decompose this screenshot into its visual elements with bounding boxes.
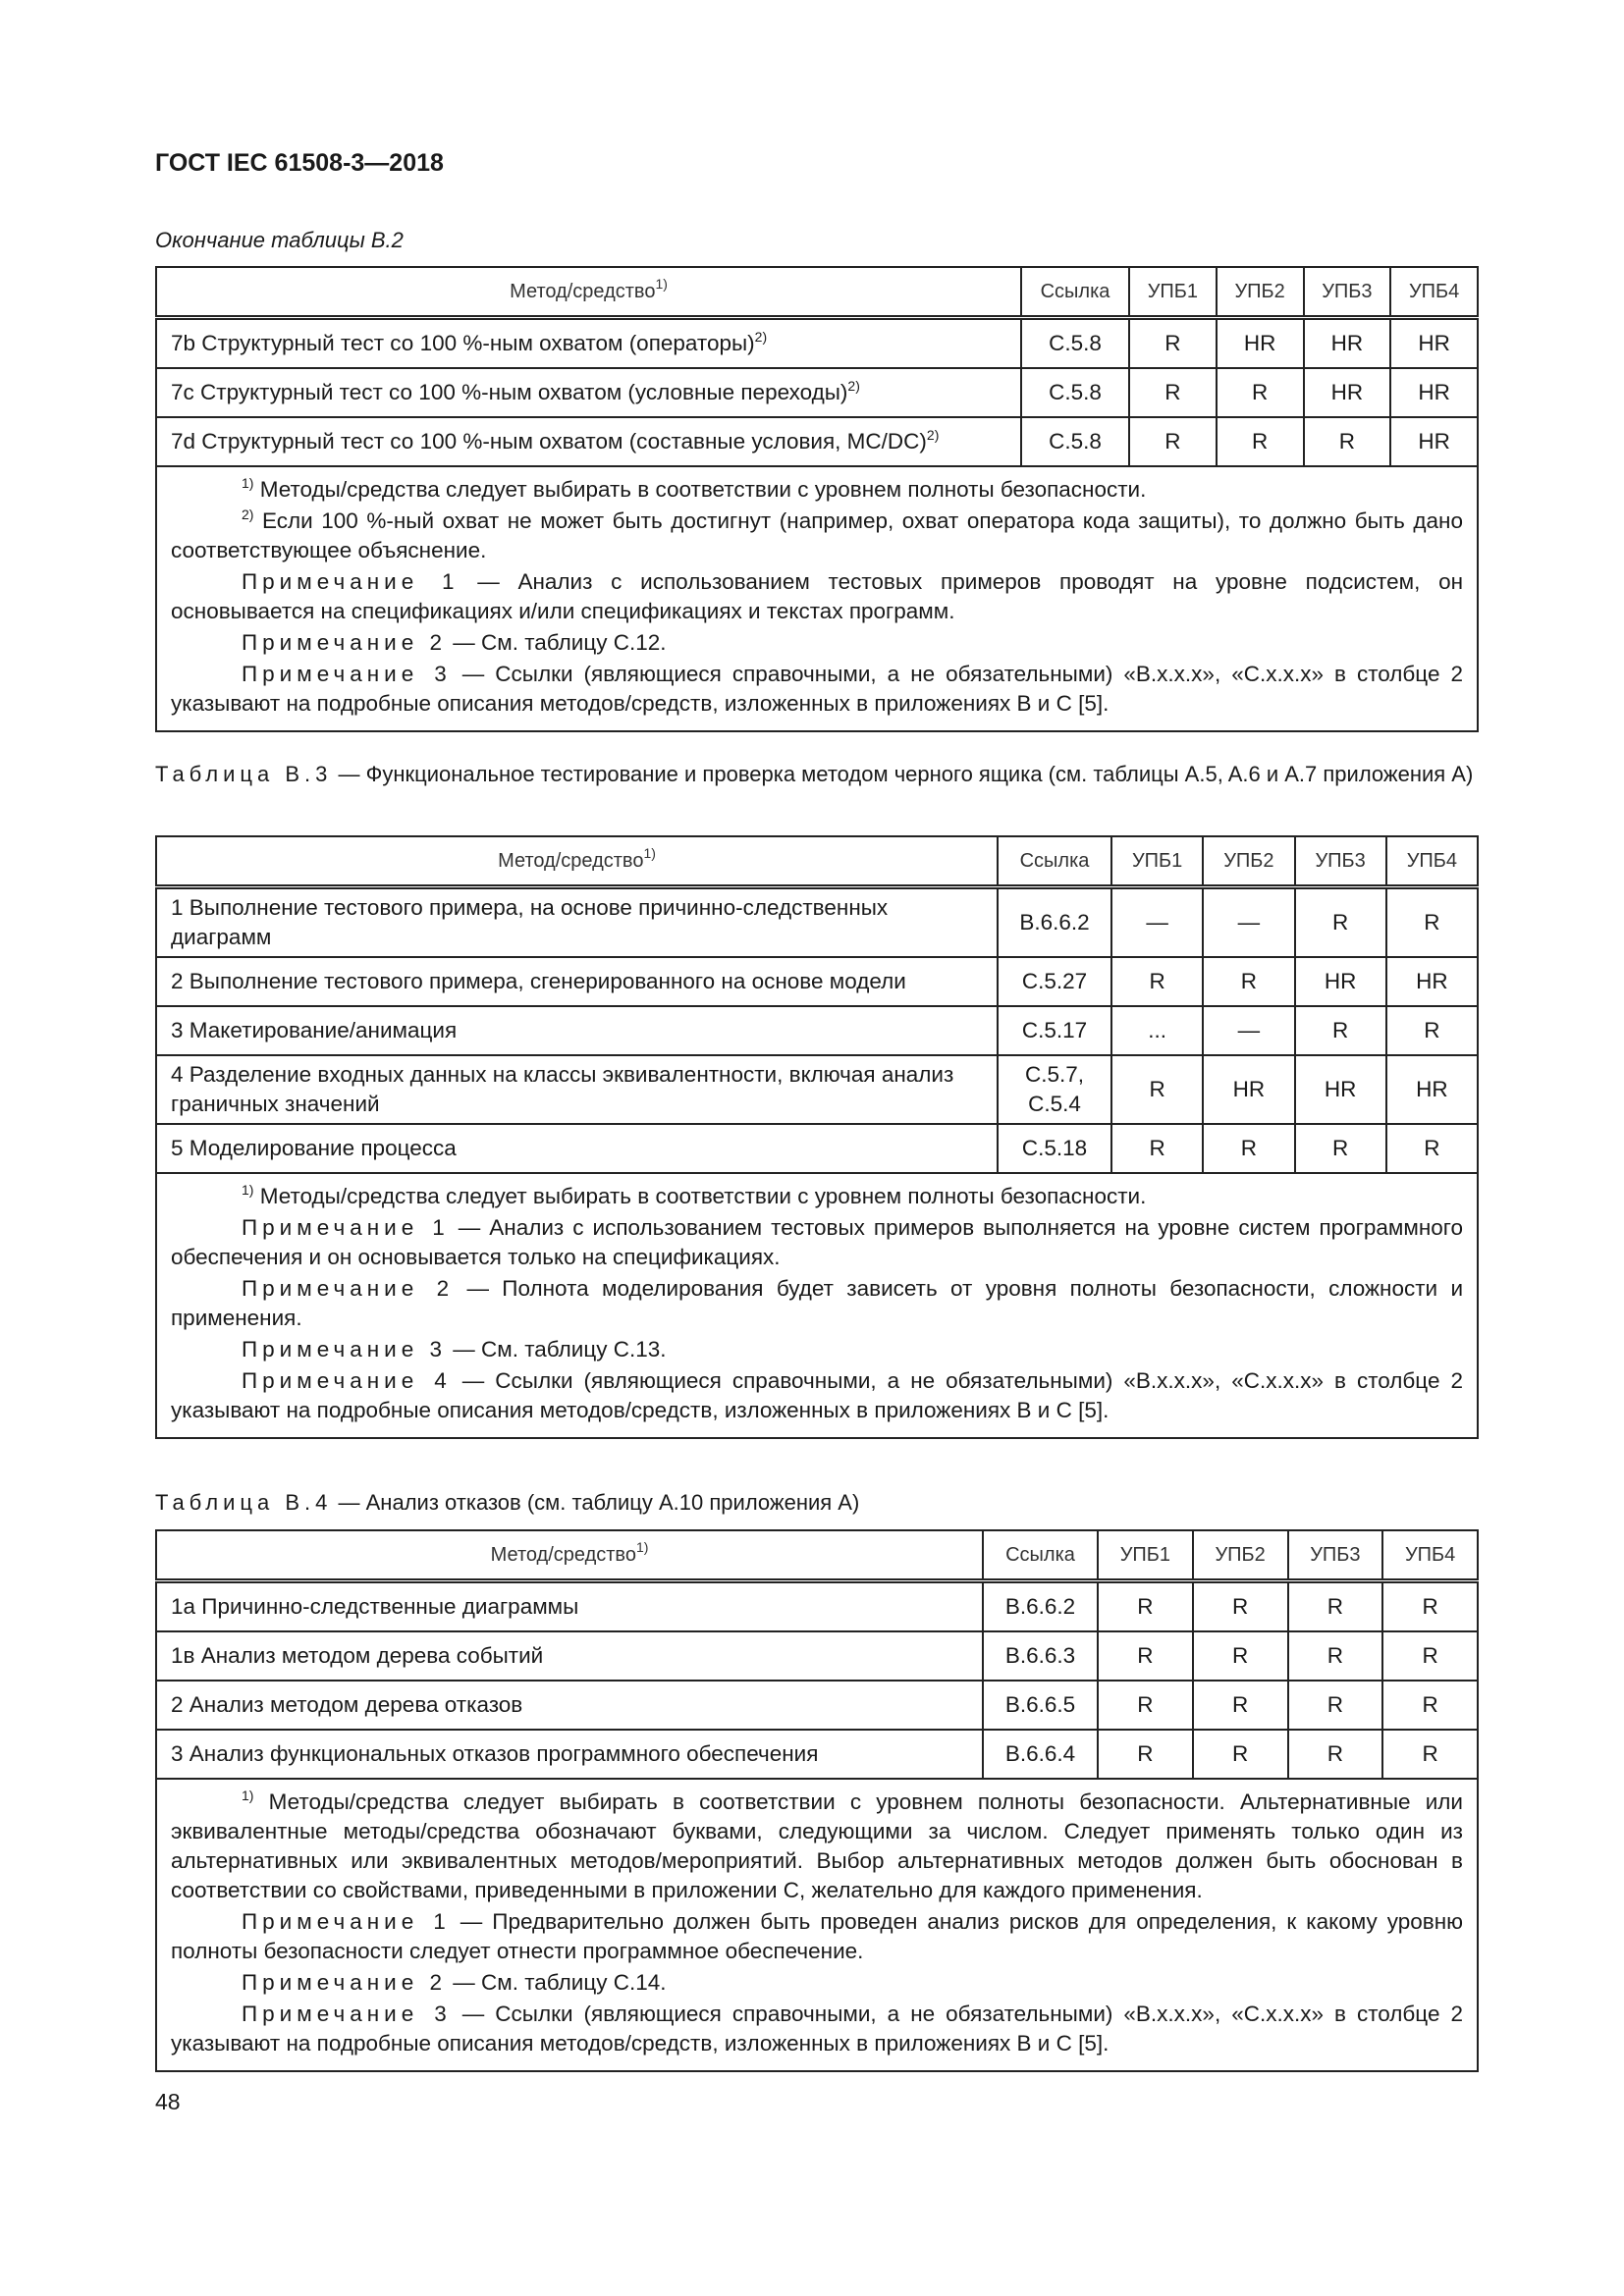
footnote-marker: 2) bbox=[926, 427, 940, 443]
note bbox=[171, 1968, 1463, 1998]
sil-cell: HR bbox=[1203, 1055, 1294, 1124]
reference-cell: C.5.8 bbox=[1021, 318, 1129, 369]
note-text: — Ссылки (являющиеся справочными, а не обязательными) «B.x.x.x», «C.x.x.x» в столбце 2 указывают на подробные описания методов/средств, изложенных в приложениях B и C [5]. bbox=[171, 1368, 1463, 1422]
footnote-marker: 1) bbox=[242, 1788, 254, 1803]
reference-cell: C.5.27 bbox=[998, 957, 1111, 1006]
notes-row bbox=[156, 466, 1478, 731]
column-header: УПБ2 bbox=[1217, 267, 1304, 318]
note bbox=[171, 660, 1463, 719]
reference-cell: C.5.8 bbox=[1021, 417, 1129, 466]
reference-cell: B.6.6.4 bbox=[983, 1730, 1098, 1779]
sil-cell: R bbox=[1288, 1730, 1383, 1779]
sil-cell: R bbox=[1098, 1730, 1193, 1779]
sil-cell: R bbox=[1382, 1631, 1478, 1681]
reference-cell: C.5.17 bbox=[998, 1006, 1111, 1055]
note-text: — Ссылки (являющиеся справочными, а не обязательными) «B.x.x.x», «C.x.x.x» в столбце 2 указывают на подробные описания методов/средств, изложенных в приложениях B и C [5]. bbox=[171, 2002, 1463, 2056]
sil-cell: R bbox=[1193, 1681, 1288, 1730]
note bbox=[171, 2000, 1463, 2058]
sil-cell: HR bbox=[1295, 957, 1386, 1006]
note bbox=[171, 567, 1463, 626]
method-cell: 3 Анализ функциональных отказов программного обеспечения bbox=[156, 1730, 983, 1779]
note-text: Если 100 %-ный охват не может быть достигнут (например, охват оператора кода защиты), то должно быть дано соответствующее объяснение. bbox=[171, 508, 1463, 562]
column-header: УПБ4 bbox=[1390, 267, 1478, 318]
column-header: Ссылка bbox=[983, 1530, 1098, 1581]
sil-cell: R bbox=[1193, 1730, 1288, 1779]
reference-cell: B.6.6.2 bbox=[998, 887, 1111, 958]
note-text: — Полнота моделирования будет зависеть от уровня полноты безопасности, сложности и применения. bbox=[171, 1276, 1464, 1330]
sil-cell: R bbox=[1129, 318, 1217, 369]
header-row bbox=[156, 267, 1478, 318]
sil-cell: R bbox=[1288, 1631, 1383, 1681]
caption-label: Таблица B.3 bbox=[155, 762, 333, 786]
sil-cell: R bbox=[1386, 1006, 1478, 1055]
column-header: УПБ1 bbox=[1111, 836, 1203, 887]
note-label: Примечание 1 bbox=[242, 1909, 451, 1934]
sil-cell: R bbox=[1382, 1581, 1478, 1632]
note bbox=[171, 475, 1463, 505]
column-header: Метод/средство$^{1)}$ bbox=[156, 267, 1021, 318]
sil-cell: R bbox=[1217, 368, 1304, 417]
table-b2-caption: Окончание таблицы B.2 bbox=[155, 228, 404, 252]
page-number: 48 bbox=[155, 2089, 181, 2114]
note-label: Примечание 3 bbox=[242, 662, 452, 686]
footnote-marker: 1) bbox=[655, 275, 668, 292]
method-cell: 3 Макетирование/анимация bbox=[156, 1006, 998, 1055]
sil-cell: R bbox=[1111, 1124, 1203, 1173]
footnote-marker: 2) bbox=[847, 378, 860, 394]
sil-cell: R bbox=[1111, 957, 1203, 1006]
table-row bbox=[156, 957, 1478, 1006]
caption-text: — Анализ отказов (см. таблицу A.10 приложения A) bbox=[332, 1490, 860, 1515]
sil-cell: HR bbox=[1386, 957, 1478, 1006]
notes-cell bbox=[156, 1173, 1478, 1438]
sil-cell: HR bbox=[1390, 417, 1478, 466]
sil-cell: R bbox=[1295, 1006, 1386, 1055]
reference-cell: C.5.18 bbox=[998, 1124, 1111, 1173]
sil-cell: R bbox=[1098, 1681, 1193, 1730]
table-b4 bbox=[155, 1529, 1479, 2072]
note bbox=[171, 507, 1463, 565]
method-cell: 2 Анализ методом дерева отказов bbox=[156, 1681, 983, 1730]
note-text: Методы/средства следует выбирать в соответствии с уровнем полноты безопасности. bbox=[259, 1184, 1147, 1208]
note-text: — См. таблицу С.14. bbox=[447, 1970, 667, 1995]
note-label: Примечание 3 bbox=[242, 2002, 452, 2026]
sil-cell: — bbox=[1203, 1006, 1294, 1055]
sil-cell: R bbox=[1386, 1124, 1478, 1173]
method-cell: 7c Структурный тест со 100 %-ным охватом (условные переходы)$^{2)}$ bbox=[156, 368, 1021, 417]
method-cell: 2 Выполнение тестового примера, сгенерированного на основе модели bbox=[156, 957, 998, 1006]
note bbox=[171, 628, 1463, 658]
footnote-marker: 1) bbox=[643, 844, 656, 861]
sil-cell: R bbox=[1193, 1581, 1288, 1632]
column-header: УПБ2 bbox=[1193, 1530, 1288, 1581]
table-row bbox=[156, 1124, 1478, 1173]
table-row bbox=[156, 1055, 1478, 1124]
column-header: УПБ3 bbox=[1288, 1530, 1383, 1581]
table-row bbox=[156, 1681, 1478, 1730]
document-title: ГОСТ IEC 61508-3—2018 bbox=[155, 149, 444, 177]
column-header: УПБ3 bbox=[1304, 267, 1391, 318]
reference-cell: B.6.6.5 bbox=[983, 1681, 1098, 1730]
table-b2 bbox=[155, 266, 1479, 732]
notes-row bbox=[156, 1779, 1478, 2071]
sil-cell: — bbox=[1111, 887, 1203, 958]
note-text: — Ссылки (являющиеся справочными, а не обязательными) «B.x.x.x», «C.x.x.x» в столбце 2 указывают на подробные описания методов/средств, изложенных в приложениях B и C [5]. bbox=[171, 662, 1463, 716]
sil-cell: ... bbox=[1111, 1006, 1203, 1055]
note bbox=[171, 1907, 1463, 1966]
note-text: — Анализ с использованием тестовых примеров проводят на уровне подсистем, он основывается на спецификациях и/или спецификациях и текстах программ. bbox=[171, 569, 1464, 623]
caption-label: Таблица B.4 bbox=[155, 1490, 333, 1515]
sil-cell: R bbox=[1203, 1124, 1294, 1173]
sil-cell: HR bbox=[1386, 1055, 1478, 1124]
table-row bbox=[156, 1006, 1478, 1055]
note bbox=[171, 1213, 1463, 1272]
sil-cell: R bbox=[1203, 957, 1294, 1006]
caption-text: — Функциональное тестирование и проверка методом черного ящика (см. таблицы A.5, A.6 и A.7 приложения A) bbox=[332, 762, 1474, 786]
note-label: Примечание 2 bbox=[242, 1970, 447, 1995]
table-row bbox=[156, 1631, 1478, 1681]
table-row bbox=[156, 887, 1478, 958]
column-header: УПБ1 bbox=[1098, 1530, 1193, 1581]
table-row bbox=[156, 417, 1478, 466]
note bbox=[171, 1788, 1463, 1905]
table-row bbox=[156, 1730, 1478, 1779]
method-cell: 1 Выполнение тестового примера, на основе причинно-следственных диаграмм bbox=[156, 887, 998, 958]
sil-cell: R bbox=[1386, 887, 1478, 958]
header-row bbox=[156, 836, 1478, 887]
sil-cell: R bbox=[1382, 1681, 1478, 1730]
method-cell: 7d Структурный тест со 100 %-ным охватом (составные условия, MC/DC)$^{2)}$ bbox=[156, 417, 1021, 466]
sil-cell: R bbox=[1382, 1730, 1478, 1779]
sil-cell: HR bbox=[1295, 1055, 1386, 1124]
method-cell: 4 Разделение входных данных на классы эквивалентности, включая анализ граничных значений bbox=[156, 1055, 998, 1124]
sil-cell: R bbox=[1098, 1581, 1193, 1632]
column-header: УПБ4 bbox=[1382, 1530, 1478, 1581]
reference-cell: B.6.6.2 bbox=[983, 1581, 1098, 1632]
table-b4-caption bbox=[155, 1488, 1479, 1518]
footnote-marker: 1) bbox=[635, 1538, 649, 1555]
sil-cell: R bbox=[1288, 1581, 1383, 1632]
sil-cell: R bbox=[1288, 1681, 1383, 1730]
sil-cell: R bbox=[1193, 1631, 1288, 1681]
note-text: — См. таблицу С.12. bbox=[447, 630, 667, 655]
sil-cell: R bbox=[1295, 1124, 1386, 1173]
note-label: Примечание 2 bbox=[242, 630, 447, 655]
note-text: — Анализ с использованием тестовых примеров выполняется на уровне систем программного обеспечения и он основывается только на спецификациях. bbox=[171, 1215, 1464, 1269]
sil-cell: HR bbox=[1217, 318, 1304, 369]
sil-cell: R bbox=[1098, 1631, 1193, 1681]
column-header: УПБ2 bbox=[1203, 836, 1294, 887]
column-header: Метод/средство$^{1)}$ bbox=[156, 1530, 983, 1581]
note-text: — Предварительно должен быть проведен анализ рисков для определения, к какому уровню полноты безопасности следует отнести программное обеспечение. bbox=[171, 1909, 1464, 1963]
table-row bbox=[156, 1581, 1478, 1632]
column-header: УПБ1 bbox=[1129, 267, 1217, 318]
sil-cell: — bbox=[1203, 887, 1294, 958]
sil-cell: R bbox=[1304, 417, 1391, 466]
column-header: Ссылка bbox=[1021, 267, 1129, 318]
table-row bbox=[156, 368, 1478, 417]
note-label: Примечание 4 bbox=[242, 1368, 452, 1393]
note bbox=[171, 1274, 1463, 1333]
sil-cell: HR bbox=[1390, 368, 1478, 417]
sil-cell: HR bbox=[1304, 318, 1391, 369]
column-header: УПБ3 bbox=[1295, 836, 1386, 887]
table-b3 bbox=[155, 835, 1479, 1439]
column-header: Ссылка bbox=[998, 836, 1111, 887]
column-header: Метод/средство$^{1)}$ bbox=[156, 836, 998, 887]
note bbox=[171, 1335, 1463, 1364]
sil-cell: R bbox=[1129, 368, 1217, 417]
sil-cell: R bbox=[1295, 887, 1386, 958]
sil-cell: R bbox=[1217, 417, 1304, 466]
method-cell: 1в Анализ методом дерева событий bbox=[156, 1631, 983, 1681]
sil-cell: R bbox=[1111, 1055, 1203, 1124]
method-cell: 7b Структурный тест со 100 %-ным охватом (операторы)$^{2)}$ bbox=[156, 318, 1021, 369]
footnote-marker: 1) bbox=[242, 1182, 254, 1198]
reference-cell: C.5.7, C.5.4 bbox=[998, 1055, 1111, 1124]
footnote-marker: 2) bbox=[754, 329, 768, 345]
footnote-marker: 1) bbox=[242, 475, 254, 491]
reference-cell: C.5.8 bbox=[1021, 368, 1129, 417]
sil-cell: HR bbox=[1390, 318, 1478, 369]
note-label: Примечание 1 bbox=[242, 569, 460, 594]
note-label: Примечание 1 bbox=[242, 1215, 450, 1240]
note-text: Методы/средства следует выбирать в соответствии с уровнем полноты безопасности. bbox=[259, 477, 1147, 502]
table-b3-caption bbox=[155, 760, 1479, 789]
note-text: Методы/средства следует выбирать в соответствии с уровнем полноты безопасности. Альтернативные или эквивалентные методы/средства обозначают буквами, следующими за числом. Следует применять только один из альтернативных или эквивалентных методов/мероприятий. Выбор альтернативных методов должен быть обоснован в соответствии со свойствами, приведенными в приложении С, желательно для каждого применения. bbox=[171, 1789, 1463, 1902]
notes-cell bbox=[156, 466, 1478, 731]
note-label: Примечание 3 bbox=[242, 1337, 447, 1362]
sil-cell: HR bbox=[1304, 368, 1391, 417]
method-cell: 1а Причинно-следственные диаграммы bbox=[156, 1581, 983, 1632]
note-label: Примечание 2 bbox=[242, 1276, 455, 1301]
footnote-marker: 2) bbox=[242, 507, 254, 522]
note bbox=[171, 1366, 1463, 1425]
table-row bbox=[156, 318, 1478, 369]
notes-cell bbox=[156, 1779, 1478, 2071]
notes-row bbox=[156, 1173, 1478, 1438]
reference-cell: B.6.6.3 bbox=[983, 1631, 1098, 1681]
column-header: УПБ4 bbox=[1386, 836, 1478, 887]
header-row bbox=[156, 1530, 1478, 1581]
note bbox=[171, 1182, 1463, 1211]
method-cell: 5 Моделирование процесса bbox=[156, 1124, 998, 1173]
sil-cell: R bbox=[1129, 417, 1217, 466]
note-text: — См. таблицу С.13. bbox=[447, 1337, 667, 1362]
